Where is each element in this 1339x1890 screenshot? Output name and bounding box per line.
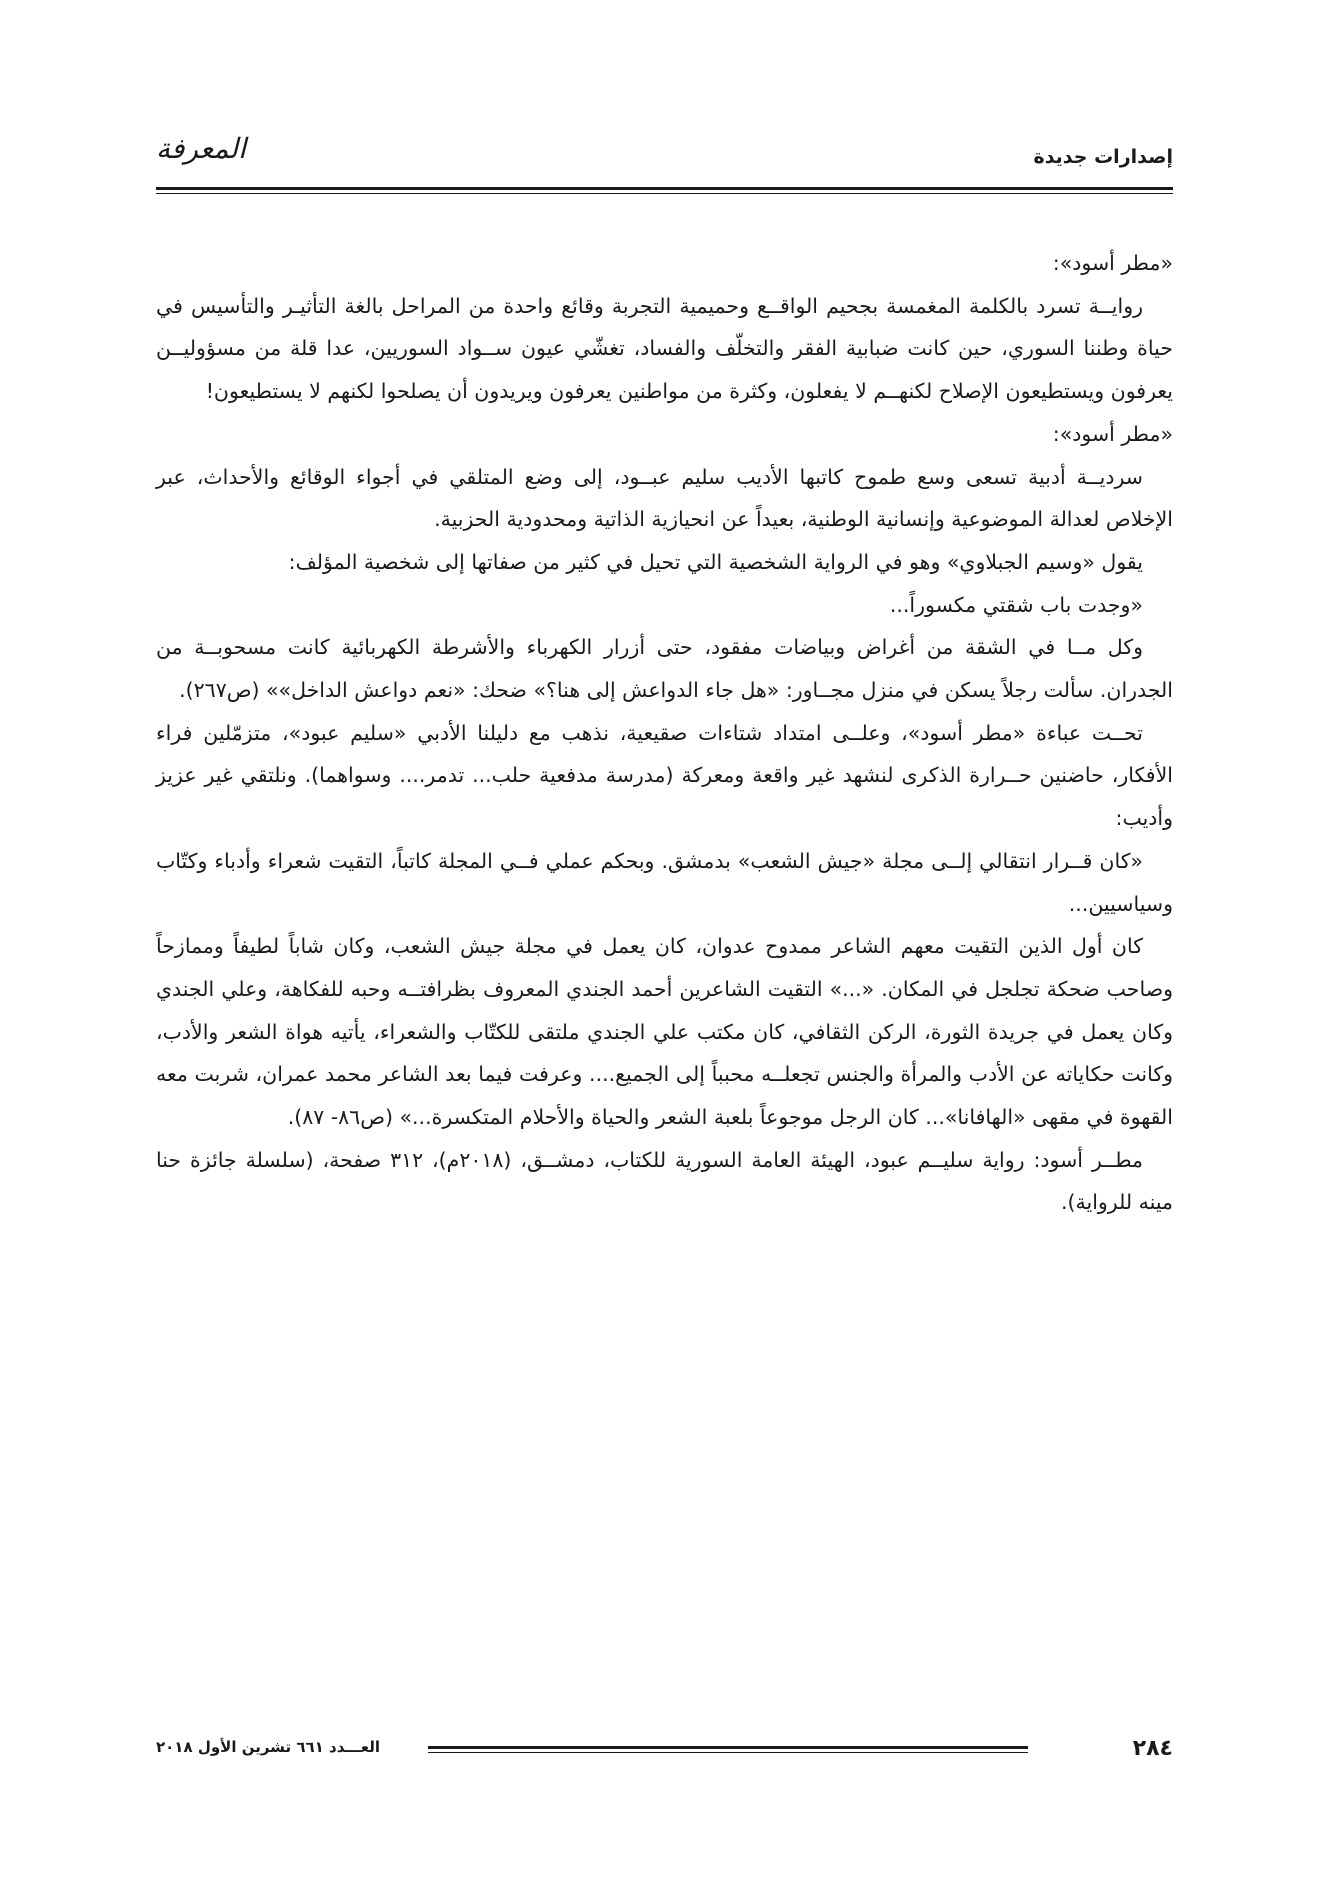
paragraph: سرديــة أدبية تسعى وسع طموح كاتبها الأديب سليم عبــود، إلى وضع المتلقي في أجواء الوقائع والأحداث، عبر الإخلاص لعدالة الموضوعية وإنسانية الوطنية، بعيداً عن انحيازية الذاتية ومحدودية الحزبية.	[156, 464, 1173, 532]
article-body	[156, 242, 1173, 1224]
footer-rule	[428, 1746, 1028, 1749]
paragraph: تحــت عباءة «مطر أسود»، وعلــى امتداد شتاءات صقيعية، نذهب مع دليلنا الأدبي «سليم عبود»، متزمّلين فراء الأفكار، حاضنين حــرارة الذكرى لنشهد غير واقعة ومعركة (مدرسة مدفعية حلب... تدمر.... وسواهما). ونلتقي غير عزيز وأديب:	[156, 720, 1173, 831]
header-rule-thin	[156, 193, 1173, 194]
page-header	[156, 132, 1173, 182]
page-footer	[156, 1736, 1173, 1766]
paragraph: «مطر أسود»:	[1052, 251, 1173, 275]
paragraph: «كان قــرار انتقالي إلــى مجلة «جيش الشعب» بدمشق. وبحكم عملي فــي المجلة كاتباً، التقيت شعراء وأدباء وكتّاب وسياسيين...	[156, 848, 1173, 916]
paragraph: مطــر أسود: رواية سليــم عبود، الهيئة العامة السورية للكتاب، دمشــق، (٢٠١٨م)، ٣١٢ صفحة، (سلسلة جائزة حنا مينه للرواية).	[156, 1147, 1173, 1215]
paragraph: كان أول الذين التقيت معهم الشاعر ممدوح عدوان، كان يعمل في مجلة جيش الشعب، وكان شاباً لطيفاً وممازحاً وصاحب ضحكة تجلجل في المكان. «...» التقيت الشاعرين أحمد الجندي المعروف بظرافتــه وحبه للفكاهة، وعلي الجندي وكان يعمل في جريدة الثورة، الركن الثقافي، كان مكتب علي الجندي ملتقى للكتّاب والشعراء، يأتيه هواة الشعر والأدب، وكانت حكاياته عن الأدب والمرأة والجنس تجعلــه محبباً إلى الجميع.... وعرفت فيما بعد الشاعر محمد عمران، شربت معه القهوة في مقهى «الهافانا»... كان الرجل موجوعاً بلعبة الشعر والحياة والأحلام المتكسرة...» (ص٨٦- ٨٧).	[156, 934, 1173, 1130]
paragraph: وكل مــا في الشقة من أغراض وبياضات مفقود، حتى أزرار الكهرباء والأشرطة الكهربائية كانت مسحوبــة من الجدران. سألت رجلاً يسكن في منزل مجــاور: «هل جاء الدواعش إلى هنا؟» ضحك: «نعم دواعش الداخل»» (ص٢٦٧).	[156, 635, 1173, 703]
paragraph: «وجدت باب شقتي مكسوراً...	[889, 592, 1143, 617]
footer-rule-thin	[428, 1752, 1028, 1753]
paragraph: روايــة تسرد بالكلمة المغمسة بجحيم الواقــع وحميمية التجربة وقائع واحدة من المراحل بالغة التأثيـر والتأسيس في حياة وطننا السوري، حين كانت ضبابية الفقر والتخلّف والفساد، تغشّي عيون ســواد السوريين، عدا قلة من مسؤوليــن يعرفون ويستطيعون الإصلاح لكنهــم لا يفعلون، وكثرة من مواطنين يعرفون ويريدون أن يصلحوا لكنهم لا يستطيعون!	[156, 293, 1173, 404]
section-title: إصدارات جديدة	[1033, 146, 1173, 168]
paragraph: يقول «وسيم الجبلاوي» وهو في الرواية الشخصية التي تحيل في كثير من صفاتها إلى شخصية المؤلف:	[288, 549, 1143, 574]
issue-info: العـــدد ٦٦١ تشرين الأول ٢٠١٨	[156, 1738, 380, 1756]
page-number: ٢٨٤	[1132, 1736, 1173, 1761]
paragraph: «مطر أسود»:	[1052, 421, 1173, 446]
header-rule	[156, 187, 1173, 190]
magazine-logo: المعرفة	[156, 132, 246, 165]
